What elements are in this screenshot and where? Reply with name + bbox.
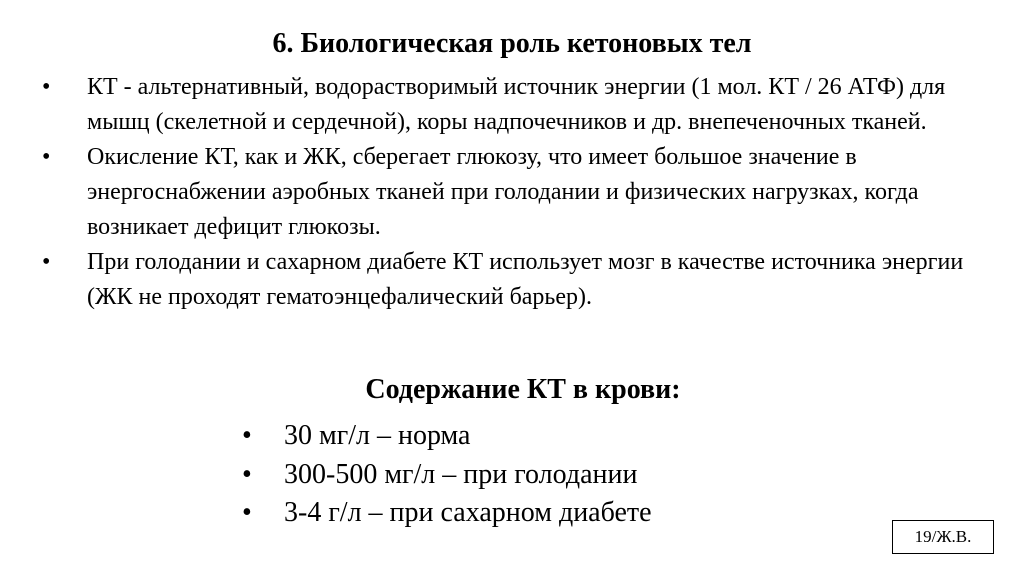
blood-levels-list [240,417,860,533]
level-item [240,494,860,533]
bullet-marker: • [42,144,51,170]
bullet-marker: • [42,249,51,275]
bullet-text: Окисление КТ, как и ЖК, сберегает глюкозу, что имеет большое значение в энергоснабжении аэробных тканей при голодании и физических нагрузках, когда возникает дефицит глюкозы. [87,144,919,240]
bullet-marker: • [242,497,252,528]
bullet-item [40,70,1000,140]
level-item [240,456,860,495]
level-text: 30 мг/л – норма [284,420,471,451]
slide-title: 6. Биологическая роль кетоновых тел [272,28,752,59]
bullet-marker: • [242,420,252,451]
level-text: 3-4 г/л – при сахарном диабете [284,497,652,528]
section-heading: Содержание КТ в крови: [365,374,681,405]
bullet-text: КТ - альтернативный, водорастворимый источник энергии (1 мол. КТ / 26 АТФ) для мышц (скелетной и сердечной), коры надпочечников и др. внепеченочных тканей. [87,74,946,135]
bullet-item [40,140,1000,245]
bullet-item [40,245,1000,315]
bullet-text: При голодании и сахарном диабете КТ использует мозг в качестве источника энергии (ЖК не проходят гематоэнцефалический барьер). [87,249,964,310]
bullet-marker: • [242,458,252,490]
level-item [240,417,860,456]
page-number-label: 19/Ж.В. [892,520,994,554]
bullet-marker: • [42,74,51,100]
bullet-list [40,70,1000,315]
level-text: 300-500 мг/л – при голодании [284,458,638,490]
